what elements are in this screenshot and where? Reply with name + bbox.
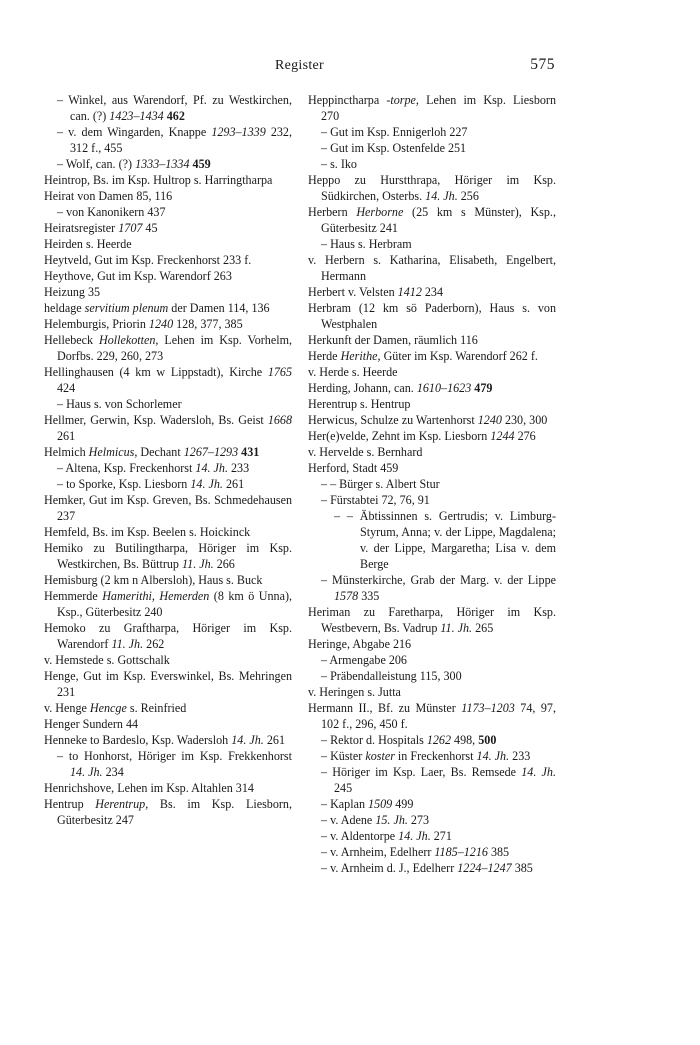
entry-text: Heriman zu Faretharpa, Höriger im Ksp. Westbevern, Bs. Vadrup <box>308 605 556 635</box>
entry-text: Herkunft der Damen, räumlich 116 <box>308 333 478 347</box>
index-entry <box>44 188 292 204</box>
entry-text: 1412 <box>397 285 422 299</box>
entry-text: Bs. im Ksp. Liesborn, Güterbesitz 247 <box>57 797 292 827</box>
entry-text: Heytveld, Gut im Ksp. Freckenhorst 233 f. <box>44 253 252 267</box>
index-subentry <box>308 508 556 572</box>
entry-text: 424 <box>57 381 76 395</box>
entry-text: 1173–1203 <box>461 701 515 715</box>
entry-text: Heppinctharpa <box>308 93 387 107</box>
entry-text: (25 km s Münster), Ksp., Güterbesitz 241 <box>321 205 556 235</box>
entry-text: 14. Jh. <box>398 829 431 843</box>
entry-text: koster <box>365 749 395 763</box>
entry-text: Herithe, <box>340 349 381 363</box>
entry-text: Her(e)velde, Zehnt im Ksp. Liesborn <box>308 429 491 443</box>
index-subentry <box>308 236 556 252</box>
index-subentry <box>44 156 292 172</box>
index-entry <box>44 652 292 668</box>
entry-text: – Haus s. Herbram <box>321 237 412 251</box>
entry-text: 335 <box>358 589 380 603</box>
entry-text: 1509 <box>368 797 393 811</box>
entry-text: – s. Iko <box>321 157 357 171</box>
index-entry <box>44 252 292 268</box>
entry-text: – to Sporke, Ksp. Liesborn <box>57 477 191 491</box>
entry-text: Herborne <box>356 205 404 219</box>
entry-text: – v. Adene <box>321 813 376 827</box>
index-subentry <box>44 396 292 412</box>
index-subentry <box>44 460 292 476</box>
index-entry <box>308 684 556 700</box>
index-entry <box>44 364 292 396</box>
entry-text: Hemfeld, Bs. im Ksp. Beelen s. Hoickinck <box>44 525 251 539</box>
index-subentry <box>308 748 556 764</box>
entry-text: Henger Sundern 44 <box>44 717 139 731</box>
entry-text: 1333–1334 <box>135 157 190 171</box>
entry-text: v. Henge <box>44 701 90 715</box>
entry-text: 1240 <box>148 317 174 331</box>
entry-text: 459 <box>192 157 211 171</box>
entry-text: 265 <box>472 621 494 635</box>
entry-text: 1267–1293 <box>183 445 239 459</box>
entry-text: Helmicus, <box>88 445 138 459</box>
entry-text: Heizung 35 <box>44 285 101 299</box>
entry-text: v. Herde s. Heerde <box>308 365 398 379</box>
entry-text: 1244 <box>490 429 515 443</box>
entry-text: 499 <box>392 797 414 811</box>
entry-text: – v. dem Wingarden, Knappe <box>57 125 212 139</box>
index-entry <box>44 588 292 620</box>
index-subentry <box>308 492 556 508</box>
index-subentry <box>308 476 556 492</box>
entry-text: Hemiko zu Butilingtharpa, Höriger im Ksp. Westkirchen, Bs. Büttrup <box>44 541 292 571</box>
entry-text: der Damen 114, 136 <box>168 301 270 315</box>
entry-text: – Kaplan <box>321 797 369 811</box>
entry-text: Heythove, Gut im Ksp. Warendorf 263 <box>44 269 232 283</box>
entry-text: 261 <box>263 733 285 747</box>
index-subentry <box>308 796 556 812</box>
entry-text: Hermann II., Bf. zu Münster <box>308 701 462 715</box>
entry-text: 1578 <box>334 589 359 603</box>
entry-text: 1707 <box>118 221 143 235</box>
index-entry <box>44 284 292 300</box>
index-subentry <box>308 124 556 140</box>
index-entry <box>44 332 292 364</box>
entry-text: v. Hervelde s. Bernhard <box>308 445 423 459</box>
index-entry <box>44 620 292 652</box>
page-number: 575 <box>530 56 555 73</box>
entry-text: 14. Jh. <box>190 477 223 491</box>
index-entry <box>44 796 292 828</box>
index-subentry <box>308 844 556 860</box>
entry-text: Herding, Johann, can. <box>308 381 417 395</box>
index-subentry <box>44 124 292 156</box>
entry-text: Herbert v. Velsten <box>308 285 398 299</box>
index-entry <box>44 732 292 748</box>
entry-text: 266 <box>213 557 235 571</box>
entry-text: 385 <box>511 861 533 875</box>
entry-text: – – Äbtissinnen s. Gertrudis; v. Limburg-Styrum, Anna; v. der Lippe, Magdalena; v. der Lippe, Margaretha; Lisa v. dem Berge <box>334 509 556 571</box>
index-entry <box>44 412 292 444</box>
index-subentry <box>308 860 556 876</box>
entry-text: 262 <box>143 637 165 651</box>
entry-text: Herford, Stadt 459 <box>308 461 399 475</box>
index-entry <box>44 444 292 460</box>
entry-text: (8 km ö Unna), Ksp., Güterbesitz 240 <box>57 589 293 619</box>
index-entry <box>308 92 556 124</box>
index-entry <box>308 444 556 460</box>
entry-text: 233 <box>227 461 250 475</box>
entry-text: v. Herbern s. Katharina, Elisabeth, Engelbert, Hermann <box>308 253 556 283</box>
entry-text: -torpe, <box>386 93 419 107</box>
entry-text: – Winkel, aus Warendorf, Pf. zu Westkirchen, can. (?) <box>57 93 292 123</box>
entry-text: Henneke to Bardeslo, Ksp. Wadersloh <box>44 733 232 747</box>
index-entry <box>308 380 556 396</box>
index-entry <box>308 636 556 652</box>
entry-text: 1185–1216 <box>434 845 488 859</box>
entry-text: 14. Jh. <box>425 189 458 203</box>
index-entry <box>308 204 556 236</box>
left-column <box>44 92 292 828</box>
index-entry <box>44 236 292 252</box>
entry-text: 271 <box>430 829 452 843</box>
entry-text: 479 <box>474 381 493 395</box>
entry-text: – Rektor d. Hospitals <box>321 733 427 747</box>
entry-text: 1423–1434 <box>109 109 164 123</box>
index-entry <box>308 412 556 428</box>
entry-text: Henge, Gut im Ksp. Everswinkel, Bs. Mehringen 231 <box>44 669 292 699</box>
entry-text: 14. Jh. <box>231 733 264 747</box>
right-column <box>308 92 556 876</box>
entry-text: – von Kanonikern 437 <box>57 205 166 219</box>
entry-text: Hemmerde <box>44 589 103 603</box>
index-entry <box>308 428 556 444</box>
entry-text: 273 <box>407 813 430 827</box>
entry-text: – Küster <box>321 749 366 763</box>
entry-text: 234 <box>421 285 444 299</box>
entry-text: Heppo zu Hurstthrapa, Höriger im Ksp. Südkirchen, Osterbs. <box>308 173 556 203</box>
entry-text: 276 <box>514 429 536 443</box>
index-subentry <box>308 732 556 748</box>
entry-text: 234 <box>102 765 124 779</box>
entry-text: servitium plenum <box>84 301 169 315</box>
entry-text: v. Heringen s. Jutta <box>308 685 401 699</box>
entry-text: Herentrup, <box>95 797 149 811</box>
index-entry <box>308 396 556 412</box>
entry-text: Herde <box>308 349 341 363</box>
entry-text: Hentrup <box>44 797 96 811</box>
entry-text: Hencge <box>89 701 127 715</box>
entry-text: Herwicus, Schulze zu Wartenhorst <box>308 413 478 427</box>
entry-text: Heiratsregister <box>44 221 119 235</box>
index-entry <box>44 780 292 796</box>
entry-text: Hollekotten, <box>98 333 159 347</box>
entry-text: 1668 <box>267 413 292 427</box>
entry-text: Herbern <box>308 205 357 219</box>
index-entry <box>44 316 292 332</box>
entry-text: 74, 97, 102 f., 296, 450 f. <box>321 701 557 731</box>
index-subentry <box>44 92 292 124</box>
index-subentry <box>44 476 292 492</box>
entry-text: v. Hemstede s. Gottschalk <box>44 653 170 667</box>
entry-text: 14. Jh. <box>70 765 103 779</box>
index-entry <box>308 172 556 204</box>
entry-text: 1765 <box>267 365 292 379</box>
entry-text: 261 <box>222 477 245 491</box>
index-entry <box>44 300 292 316</box>
entry-text: Henrichshove, Lehen im Ksp. Altahlen 314 <box>44 781 254 795</box>
entry-text: s. Reinfried <box>126 701 187 715</box>
index-entry <box>308 284 556 300</box>
entry-text: 233 <box>509 749 531 763</box>
entry-text: 11. Jh. <box>111 637 144 651</box>
entry-text: 11. Jh. <box>440 621 473 635</box>
entry-text: Heintrop, Bs. im Ksp. Hultrop s. Harringtharpa <box>44 173 273 187</box>
entry-text: Hamerithi, Hemerden <box>102 589 210 603</box>
entry-text: Hemoko zu Graftharpa, Höriger im Ksp. Warendorf <box>44 621 292 651</box>
index-entry <box>308 460 556 476</box>
entry-text: – Gut im Ksp. Ennigerloh 227 <box>321 125 468 139</box>
entry-text: 15. Jh. <box>375 813 408 827</box>
entry-text: 232, 312 f., 455 <box>70 125 292 155</box>
entry-text: Dechant <box>137 445 184 459</box>
entry-text: 498, <box>451 733 479 747</box>
entry-text: – v. Arnheim d. J., Edelherr <box>321 861 458 875</box>
running-head <box>44 56 555 80</box>
entry-text: 500 <box>478 733 497 747</box>
running-title: Register <box>274 58 325 73</box>
index-subentry <box>44 204 292 220</box>
index-entry <box>44 524 292 540</box>
entry-text: Helemburgis, Priorin <box>44 317 149 331</box>
entry-text: – Fürstabtei 72, 76, 91 <box>321 493 430 507</box>
index-entry <box>44 716 292 732</box>
index-subentry <box>308 572 556 604</box>
index-entry <box>44 572 292 588</box>
entry-text: Heirat von Damen 85, 116 <box>44 189 173 203</box>
entry-text: 261 <box>57 429 76 443</box>
index-entry <box>308 348 556 364</box>
entry-text: 245 <box>334 781 353 795</box>
entry-text: – Altena, Ksp. Freckenhorst <box>57 461 196 475</box>
entry-text: – – Bürger s. Albert Stur <box>321 477 440 491</box>
index-entry <box>44 172 292 188</box>
entry-text: – Höriger im Ksp. Laer, Bs. Remsede <box>321 765 522 779</box>
entry-text: 1240 <box>477 413 502 427</box>
index-entry <box>44 268 292 284</box>
entry-text: Helmich <box>44 445 89 459</box>
entry-text: Heirden s. Heerde <box>44 237 132 251</box>
index-subentry <box>308 156 556 172</box>
index-entry <box>44 668 292 700</box>
entry-text: 1610–1623 <box>416 381 472 395</box>
entry-text: 1224–1247 <box>457 861 512 875</box>
entry-text: 14. Jh. <box>521 765 556 779</box>
entry-text: 385 <box>487 845 510 859</box>
entry-text: 14. Jh. <box>195 461 228 475</box>
entry-text: Hellinghausen (4 km w Lippstadt), Kirche <box>44 365 268 379</box>
entry-text: – Münsterkirche, Grab der Marg. v. der Lippe <box>321 573 556 587</box>
index-subentry <box>308 140 556 156</box>
entry-text: – Armengabe 206 <box>321 653 407 667</box>
index-entry <box>44 700 292 716</box>
entry-text: 431 <box>241 445 260 459</box>
entry-text: Herentrup s. Hentrup <box>308 397 411 411</box>
entry-text: 230, 300 <box>501 413 548 427</box>
index-subentry <box>308 812 556 828</box>
entry-text: – v. Arnheim, Edelherr <box>321 845 435 859</box>
entry-text: heldage <box>44 301 85 315</box>
index-entry <box>308 364 556 380</box>
entry-text: – v. Aldentorpe <box>321 829 399 843</box>
entry-text: 462 <box>166 109 185 123</box>
entry-text: – Wolf, can. (?) <box>57 157 136 171</box>
index-entry <box>44 220 292 236</box>
entry-text: 1262 <box>426 733 452 747</box>
index-subentry <box>308 828 556 844</box>
entry-text: Lehen im Ksp. Vorhelm, Dorfbs. 229, 260, 273 <box>57 333 292 363</box>
index-subentry <box>308 652 556 668</box>
entry-text: Hemker, Gut im Ksp. Greven, Bs. Schmedehausen 237 <box>44 493 292 523</box>
entry-text: Heringe, Abgabe 216 <box>308 637 412 651</box>
entry-text: 1293–1339 <box>211 125 266 139</box>
index-entry <box>308 604 556 636</box>
entry-text: Hellmer, Gerwin, Ksp. Wadersloh, Bs. Geist <box>44 413 268 427</box>
entry-text: 45 <box>142 221 158 235</box>
entry-text: Lehen im Ksp. Liesborn 270 <box>321 93 557 123</box>
entry-text: 128, 377, 385 <box>173 317 243 331</box>
entry-text: – Präbendalleistung 115, 300 <box>321 669 462 683</box>
entry-text: in Freckenhorst <box>394 749 477 763</box>
index-subentry <box>44 748 292 780</box>
entry-text: Hemisburg (2 km n Albersloh), Haus s. Buck <box>44 573 263 587</box>
index-entry <box>308 252 556 284</box>
entry-text: 11. Jh. <box>182 557 214 571</box>
index-subentry <box>308 764 556 796</box>
entry-text: 256 <box>457 189 479 203</box>
entry-text: – Haus s. von Schorlemer <box>57 397 182 411</box>
index-entry <box>308 332 556 348</box>
index-entry <box>308 700 556 732</box>
index-entry <box>44 540 292 572</box>
entry-text: Güter im Ksp. Warendorf 262 f. <box>380 349 538 363</box>
entry-text: – Gut im Ksp. Ostenfelde 251 <box>321 141 467 155</box>
index-entry <box>308 300 556 332</box>
entry-text: Hellebeck <box>44 333 99 347</box>
index-entry <box>44 492 292 524</box>
entry-text: 14. Jh. <box>476 749 510 763</box>
index-subentry <box>308 668 556 684</box>
entry-text: Herbram (12 km sö Paderborn), Haus s. von Westphalen <box>308 301 556 331</box>
entry-text: – to Honhorst, Höriger im Ksp. Frekkenhorst <box>57 749 292 763</box>
